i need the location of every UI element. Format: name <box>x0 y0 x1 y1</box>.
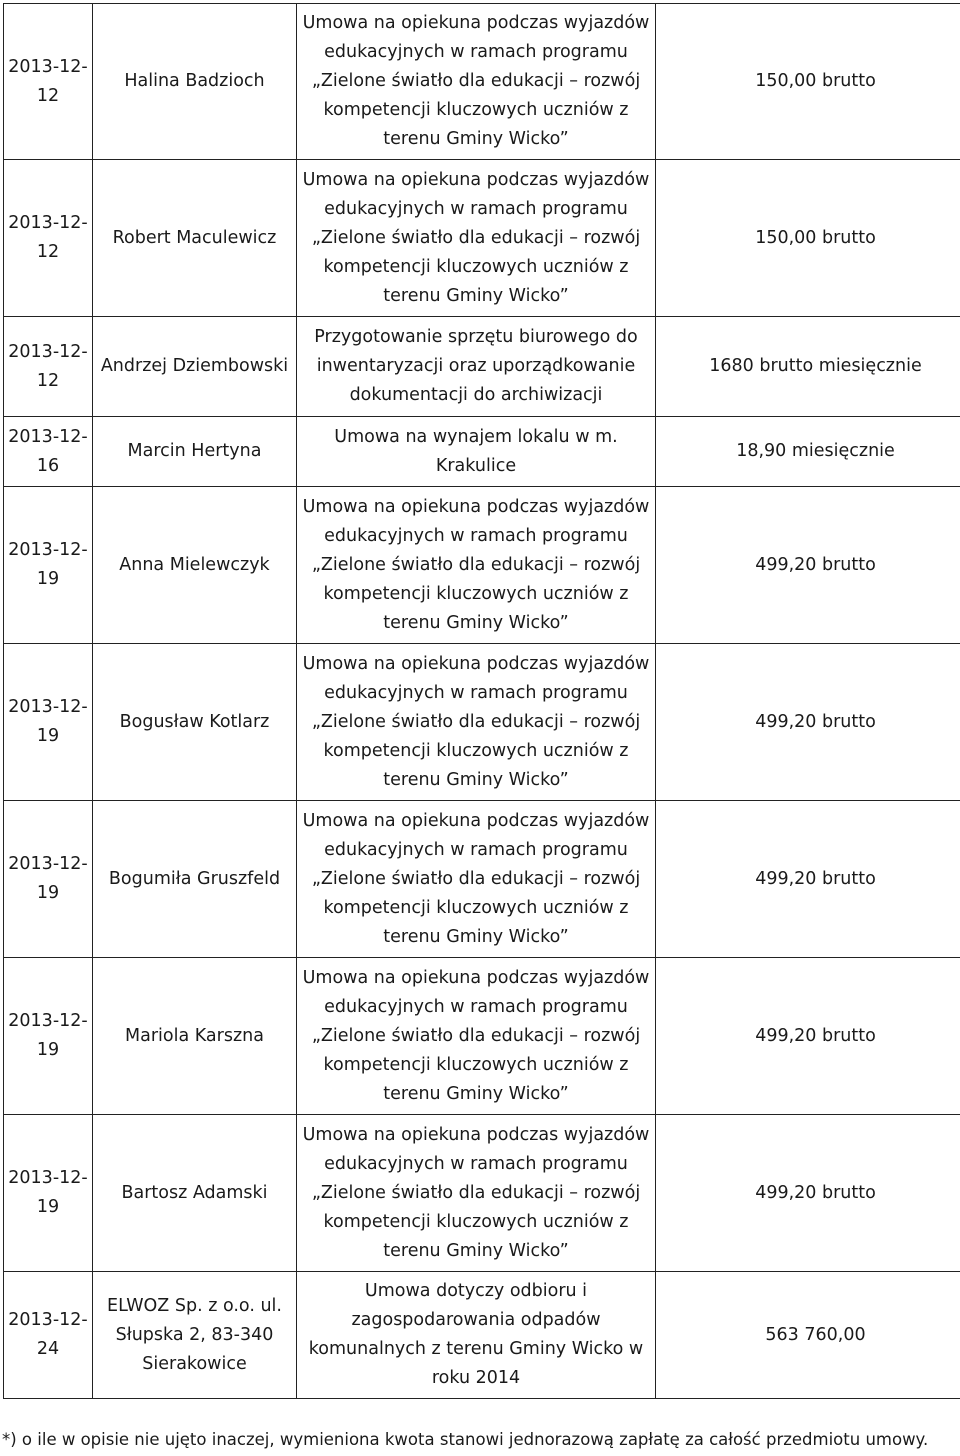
description-line: terenu Gminy Wicko” <box>383 129 569 149</box>
date-cell: 2013-12-19 <box>4 644 93 801</box>
description-line: kompetencji kluczowych uczniów z <box>323 740 629 761</box>
description-line: edukacyjnych w ramach programu <box>324 525 628 546</box>
description-line: edukacyjnych w ramach programu <box>324 682 628 703</box>
description-line: „Zielone światło dla edukacji – rozwój <box>311 1182 641 1203</box>
date-cell: 2013-12-12 <box>4 4 93 160</box>
description-line: edukacyjnych w ramach programu <box>324 839 628 860</box>
amount-cell: 499,20 brutto <box>656 958 960 1115</box>
description-cell <box>297 1115 656 1272</box>
description-line: Umowa na opiekuna podczas wyjazdów <box>302 13 650 33</box>
description-line: Umowa na opiekuna podczas wyjazdów <box>302 967 650 988</box>
description-line: „Zielone światło dla edukacji – rozwój <box>311 711 641 732</box>
amount-cell: 499,20 brutto <box>656 1115 960 1272</box>
table-row <box>4 160 960 317</box>
party-cell: Bartosz Adamski <box>93 1115 297 1272</box>
table-row <box>4 417 960 487</box>
table-row <box>4 317 960 417</box>
party-cell: Andrzej Dziembowski <box>93 317 297 417</box>
table-row <box>4 801 960 958</box>
date-cell: 2013-12-12 <box>4 317 93 417</box>
description-line: edukacyjnych w ramach programu <box>324 1153 628 1174</box>
description-cell <box>297 487 656 644</box>
amount-cell: 150,00 brutto <box>656 4 960 160</box>
party-cell: ELWOZ Sp. z o.o. ul. Słupska 2, 83-340 Sierakowice <box>93 1272 297 1399</box>
description-line: terenu Gminy Wicko” <box>383 769 569 790</box>
footnote: *) o ile w opisie nie ujęto inaczej, wymieniona kwota stanowi jednorazową zapłatę za całość przedmiotu umowy. <box>2 1430 929 1449</box>
table-row <box>4 4 960 160</box>
description-cell <box>297 4 656 160</box>
date-cell: 2013-12-12 <box>4 160 93 317</box>
description-line: terenu Gminy Wicko” <box>383 612 569 633</box>
description-line: terenu Gminy Wicko” <box>383 926 569 947</box>
description-cell <box>297 644 656 801</box>
party-cell: Halina Badzioch <box>93 4 297 160</box>
description-line: Umowa na opiekuna podczas wyjazdów <box>302 496 650 517</box>
party-cell: Mariola Karszna <box>93 958 297 1115</box>
table-row <box>4 1115 960 1272</box>
description-line: kompetencji kluczowych uczniów z <box>323 583 629 604</box>
description-line: „Zielone światło dla edukacji – rozwój <box>311 868 641 889</box>
description-line: kompetencji kluczowych uczniów z <box>323 1054 629 1075</box>
description-cell <box>297 160 656 317</box>
description-line: Umowa na opiekuna podczas wyjazdów <box>302 1124 650 1145</box>
amount-cell: 499,20 brutto <box>656 487 960 644</box>
table-row <box>4 487 960 644</box>
date-cell: 2013-12-24 <box>4 1272 93 1399</box>
description-line: Umowa dotyczy odbioru i <box>364 1281 588 1301</box>
amount-cell: 18,90 miesięcznie <box>656 417 960 487</box>
description-line: Przygotowanie sprzętu biurowego do <box>314 327 638 347</box>
description-line: „Zielone światło dla edukacji – rozwój <box>311 1025 641 1046</box>
description-line: Krakulice <box>435 455 517 476</box>
description-line: Umowa na opiekuna podczas wyjazdów <box>302 810 650 831</box>
party-cell: Marcin Hertyna <box>93 417 297 487</box>
description-cell <box>297 1272 656 1399</box>
table-row <box>4 1272 960 1399</box>
party-cell: Bogumiła Gruszfeld <box>93 801 297 958</box>
description-line: roku 2014 <box>431 1368 521 1388</box>
description-line: „Zielone światło dla edukacji – rozwój <box>311 71 641 91</box>
date-cell: 2013-12-19 <box>4 958 93 1115</box>
description-line: edukacyjnych w ramach programu <box>324 198 628 219</box>
description-line: kompetencji kluczowych uczniów z <box>323 100 629 120</box>
description-line: kompetencji kluczowych uczniów z <box>323 1211 629 1232</box>
description-line: Umowa na wynajem lokalu w m. <box>334 426 618 447</box>
description-line: „Zielone światło dla edukacji – rozwój <box>311 227 641 248</box>
amount-cell: 1680 brutto miesięcznie <box>656 317 960 417</box>
amount-cell: 499,20 brutto <box>656 801 960 958</box>
description-line: Umowa na opiekuna podczas wyjazdów <box>302 169 650 190</box>
description-line: inwentaryzacji oraz uporządkowanie <box>316 356 636 376</box>
description-line: Umowa na opiekuna podczas wyjazdów <box>302 653 650 674</box>
description-line: edukacyjnych w ramach programu <box>324 42 628 62</box>
description-line: kompetencji kluczowych uczniów z <box>323 256 629 277</box>
date-cell: 2013-12-16 <box>4 417 93 487</box>
contracts-table <box>3 3 960 1399</box>
description-line: „Zielone światło dla edukacji – rozwój <box>311 554 641 575</box>
party-cell: Bogusław Kotlarz <box>93 644 297 801</box>
description-line: kompetencji kluczowych uczniów z <box>323 897 629 918</box>
date-cell: 2013-12-19 <box>4 1115 93 1272</box>
date-cell: 2013-12-19 <box>4 487 93 644</box>
table-row <box>4 958 960 1115</box>
date-cell: 2013-12-19 <box>4 801 93 958</box>
description-line: komunalnych z terenu Gminy Wicko w <box>308 1339 644 1359</box>
party-cell: Anna Mielewczyk <box>93 487 297 644</box>
party-cell: Robert Maculewicz <box>93 160 297 317</box>
table-row <box>4 644 960 801</box>
description-cell <box>297 801 656 958</box>
description-line: dokumentacji do archiwizacji <box>349 385 603 405</box>
description-line: terenu Gminy Wicko” <box>383 1240 569 1261</box>
description-line: terenu Gminy Wicko” <box>383 285 569 306</box>
description-line: zagospodarowania odpadów <box>351 1310 601 1330</box>
description-cell <box>297 417 656 487</box>
description-line: edukacyjnych w ramach programu <box>324 996 628 1017</box>
amount-cell: 150,00 brutto <box>656 160 960 317</box>
description-cell <box>297 958 656 1115</box>
description-cell <box>297 317 656 417</box>
amount-cell: 499,20 brutto <box>656 644 960 801</box>
description-line: terenu Gminy Wicko” <box>383 1083 569 1104</box>
amount-cell: 563 760,00 <box>656 1272 960 1399</box>
